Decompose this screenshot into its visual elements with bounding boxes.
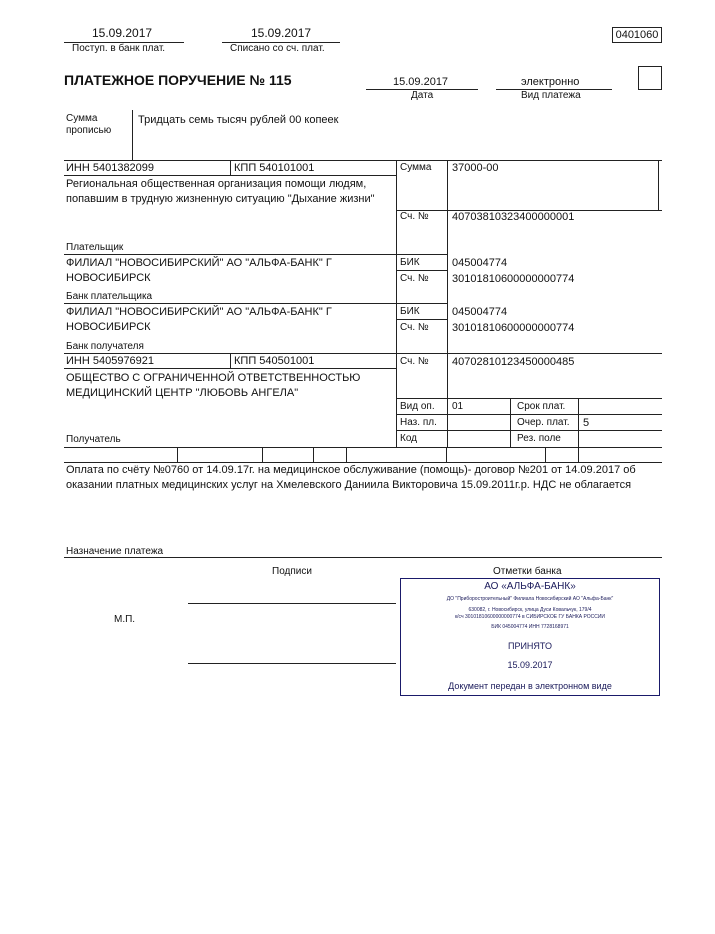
- payer-account: 40703810323400000001: [452, 211, 575, 223]
- payee-bank-bottom-line: [64, 353, 662, 354]
- payee-bank-bik: 045004774: [452, 306, 508, 318]
- payee-bank-bik-label: БИК: [400, 306, 420, 317]
- code-label: Код: [400, 433, 418, 444]
- payee-inn-line: [64, 368, 396, 369]
- details-divider-1: [510, 398, 511, 447]
- payer-account-label: Сч. №: [400, 211, 429, 222]
- sum-label: Сумма: [400, 162, 432, 173]
- payer-bank-bik: 045004774: [452, 257, 508, 269]
- stamp-line-3: к/сч 30101810600000000774 в СИБИРСКОЕ ГУ БАНКА РОССИИ: [454, 614, 606, 620]
- reserve-label: Рез. поле: [517, 433, 561, 444]
- payer-inn-kpp-divider: [230, 160, 231, 175]
- payee-inn: ИНН 5405976921: [66, 355, 155, 367]
- tax-cell-divider-6: [545, 447, 546, 462]
- tax-cell-divider-1: [177, 447, 178, 462]
- purpose-label: Назначение платежа: [66, 546, 164, 557]
- payer-inn-line: [64, 175, 396, 176]
- payer-bank-account-label: Сч. №: [400, 273, 429, 284]
- purpose-code-label: Наз. пл.: [400, 417, 437, 428]
- details-line-1: [396, 414, 662, 415]
- purpose-bottom-line: [64, 557, 662, 558]
- stamp-place-label: М.П.: [114, 614, 136, 625]
- payee-bank-account-label: Сч. №: [400, 322, 429, 333]
- payee-bank-label: Банк получателя: [66, 341, 144, 352]
- amount-words-label-1: Сумма: [66, 113, 98, 124]
- details-line-2: [396, 430, 662, 431]
- sum-value: 37000-00: [452, 162, 499, 174]
- signatures-label: Подписи: [272, 566, 312, 577]
- signature-line-2: [188, 663, 396, 664]
- amount-words-label-2: прописью: [66, 125, 112, 136]
- payer-inn: ИНН 5401382099: [66, 162, 155, 174]
- stamp-note: Документ передан в электронном виде: [448, 681, 612, 691]
- amount-words-value: Тридцать семь тысяч рублей 00 копеек: [138, 114, 339, 126]
- tax-cell-divider-5: [446, 447, 447, 462]
- tax-cell-divider-3: [313, 447, 314, 462]
- stamp-status: ПРИНЯТО: [507, 641, 553, 651]
- payee-account: 40702810123450000485: [452, 356, 575, 368]
- received-date: 15.09.2017: [92, 26, 153, 40]
- payer-bank-name: ФИЛИАЛ "НОВОСИБИРСКИЙ" АО "АЛЬФА-БАНК" Г НОВОСИБИРСК: [66, 257, 332, 284]
- stamp-line-4: БИК 045004774 ИНН 7728168971: [491, 624, 569, 630]
- bank-stamp: [400, 578, 660, 696]
- order-label: Очер. плат.: [517, 417, 570, 428]
- received-label: Поступ. в банк плат.: [72, 43, 166, 54]
- details-divider-2: [578, 398, 579, 447]
- tax-cell-divider-7: [578, 447, 579, 462]
- tax-cell-divider-2: [262, 447, 263, 462]
- status-box: [638, 66, 662, 90]
- payer-bank-bottom-line: [64, 303, 447, 304]
- payer-bank-bik-label: БИК: [400, 257, 420, 268]
- op-type-label: Вид оп.: [400, 401, 435, 412]
- value-divider: [447, 160, 448, 447]
- payer-bottom-line: [64, 254, 447, 255]
- op-type-value: 01: [452, 401, 464, 412]
- payer-bank-mid-line: [396, 270, 447, 271]
- term-label: Срок плат.: [517, 401, 566, 412]
- payment-type-label: Вид платежа: [521, 90, 581, 101]
- order-value: 5: [583, 417, 590, 429]
- page-title: ПЛАТЕЖНОЕ ПОРУЧЕНИЕ № 115: [64, 72, 292, 88]
- payee-bottom-line: [64, 447, 662, 448]
- stamp-bank-name: АО «АЛЬФА-БАНК»: [484, 581, 576, 592]
- tax-cell-divider-4: [346, 447, 347, 462]
- payer-name: Региональная общественная организация помощи людям, попавшим в трудную жизненную ситуацию "Дыхание жизни": [66, 178, 375, 205]
- date-label: Дата: [411, 90, 434, 101]
- payee-bank-name: ФИЛИАЛ "НОВОСИБИРСКИЙ" АО "АЛЬФА-БАНК" Г НОВОСИБИРСК: [66, 306, 332, 333]
- payee-account-label: Сч. №: [400, 356, 429, 367]
- payer-bank-label: Банк плательщика: [66, 291, 153, 302]
- debited-date: 15.09.2017: [251, 26, 312, 40]
- payee-bank-account: 30101810600000000774: [452, 322, 575, 334]
- payer-bank-account: 30101810600000000774: [452, 273, 575, 285]
- payee-kpp: КПП 540501001: [234, 355, 315, 367]
- payee-name: ОБЩЕСТВО С ОГРАНИЧЕННОЙ ОТВЕТСТВЕННОСТЬЮ МЕДИЦИНСКИЙ ЦЕНТР "ЛЮБОВЬ АНГЕЛА": [66, 372, 361, 399]
- payee-label: Получатель: [66, 434, 121, 445]
- payee-bank-mid-line: [396, 319, 447, 320]
- sum-right-line: [658, 160, 659, 210]
- stamp-line-2: 630082, г. Новосибирск, улица Дуси Ковальчук, 179/4: [468, 607, 592, 613]
- debited-label: Списано со сч. плат.: [230, 43, 325, 54]
- payer-kpp: КПП 540101001: [234, 162, 315, 174]
- amount-words-bottom-line: [64, 160, 662, 161]
- details-top-line: [396, 398, 662, 399]
- form-code: 0401060: [612, 27, 662, 43]
- document-date: 15.09.2017: [393, 76, 449, 88]
- stamp-date: 15.09.2017: [507, 660, 553, 670]
- payment-type: электронно: [521, 76, 580, 88]
- bank-marks-label: Отметки банка: [493, 566, 562, 577]
- stamp-line-1: ДО "Приборостроительный" Филиала Новосибирский АО "Альфа-Банк": [446, 596, 614, 602]
- purpose-text: Оплата по счёту №0760 от 14.09.17г. на медицинское обслуживание (помощь)- договор №201 от 14.09.2017 об оказании платных медицинских услуг на Хмелевского Даниила Викторовича 15.09.2011г.р. НДС не облагается: [66, 464, 636, 491]
- signature-line-1: [188, 603, 396, 604]
- payer-label: Плательщик: [66, 242, 124, 253]
- payee-inn-kpp-divider: [230, 353, 231, 368]
- amount-words-divider: [132, 110, 133, 160]
